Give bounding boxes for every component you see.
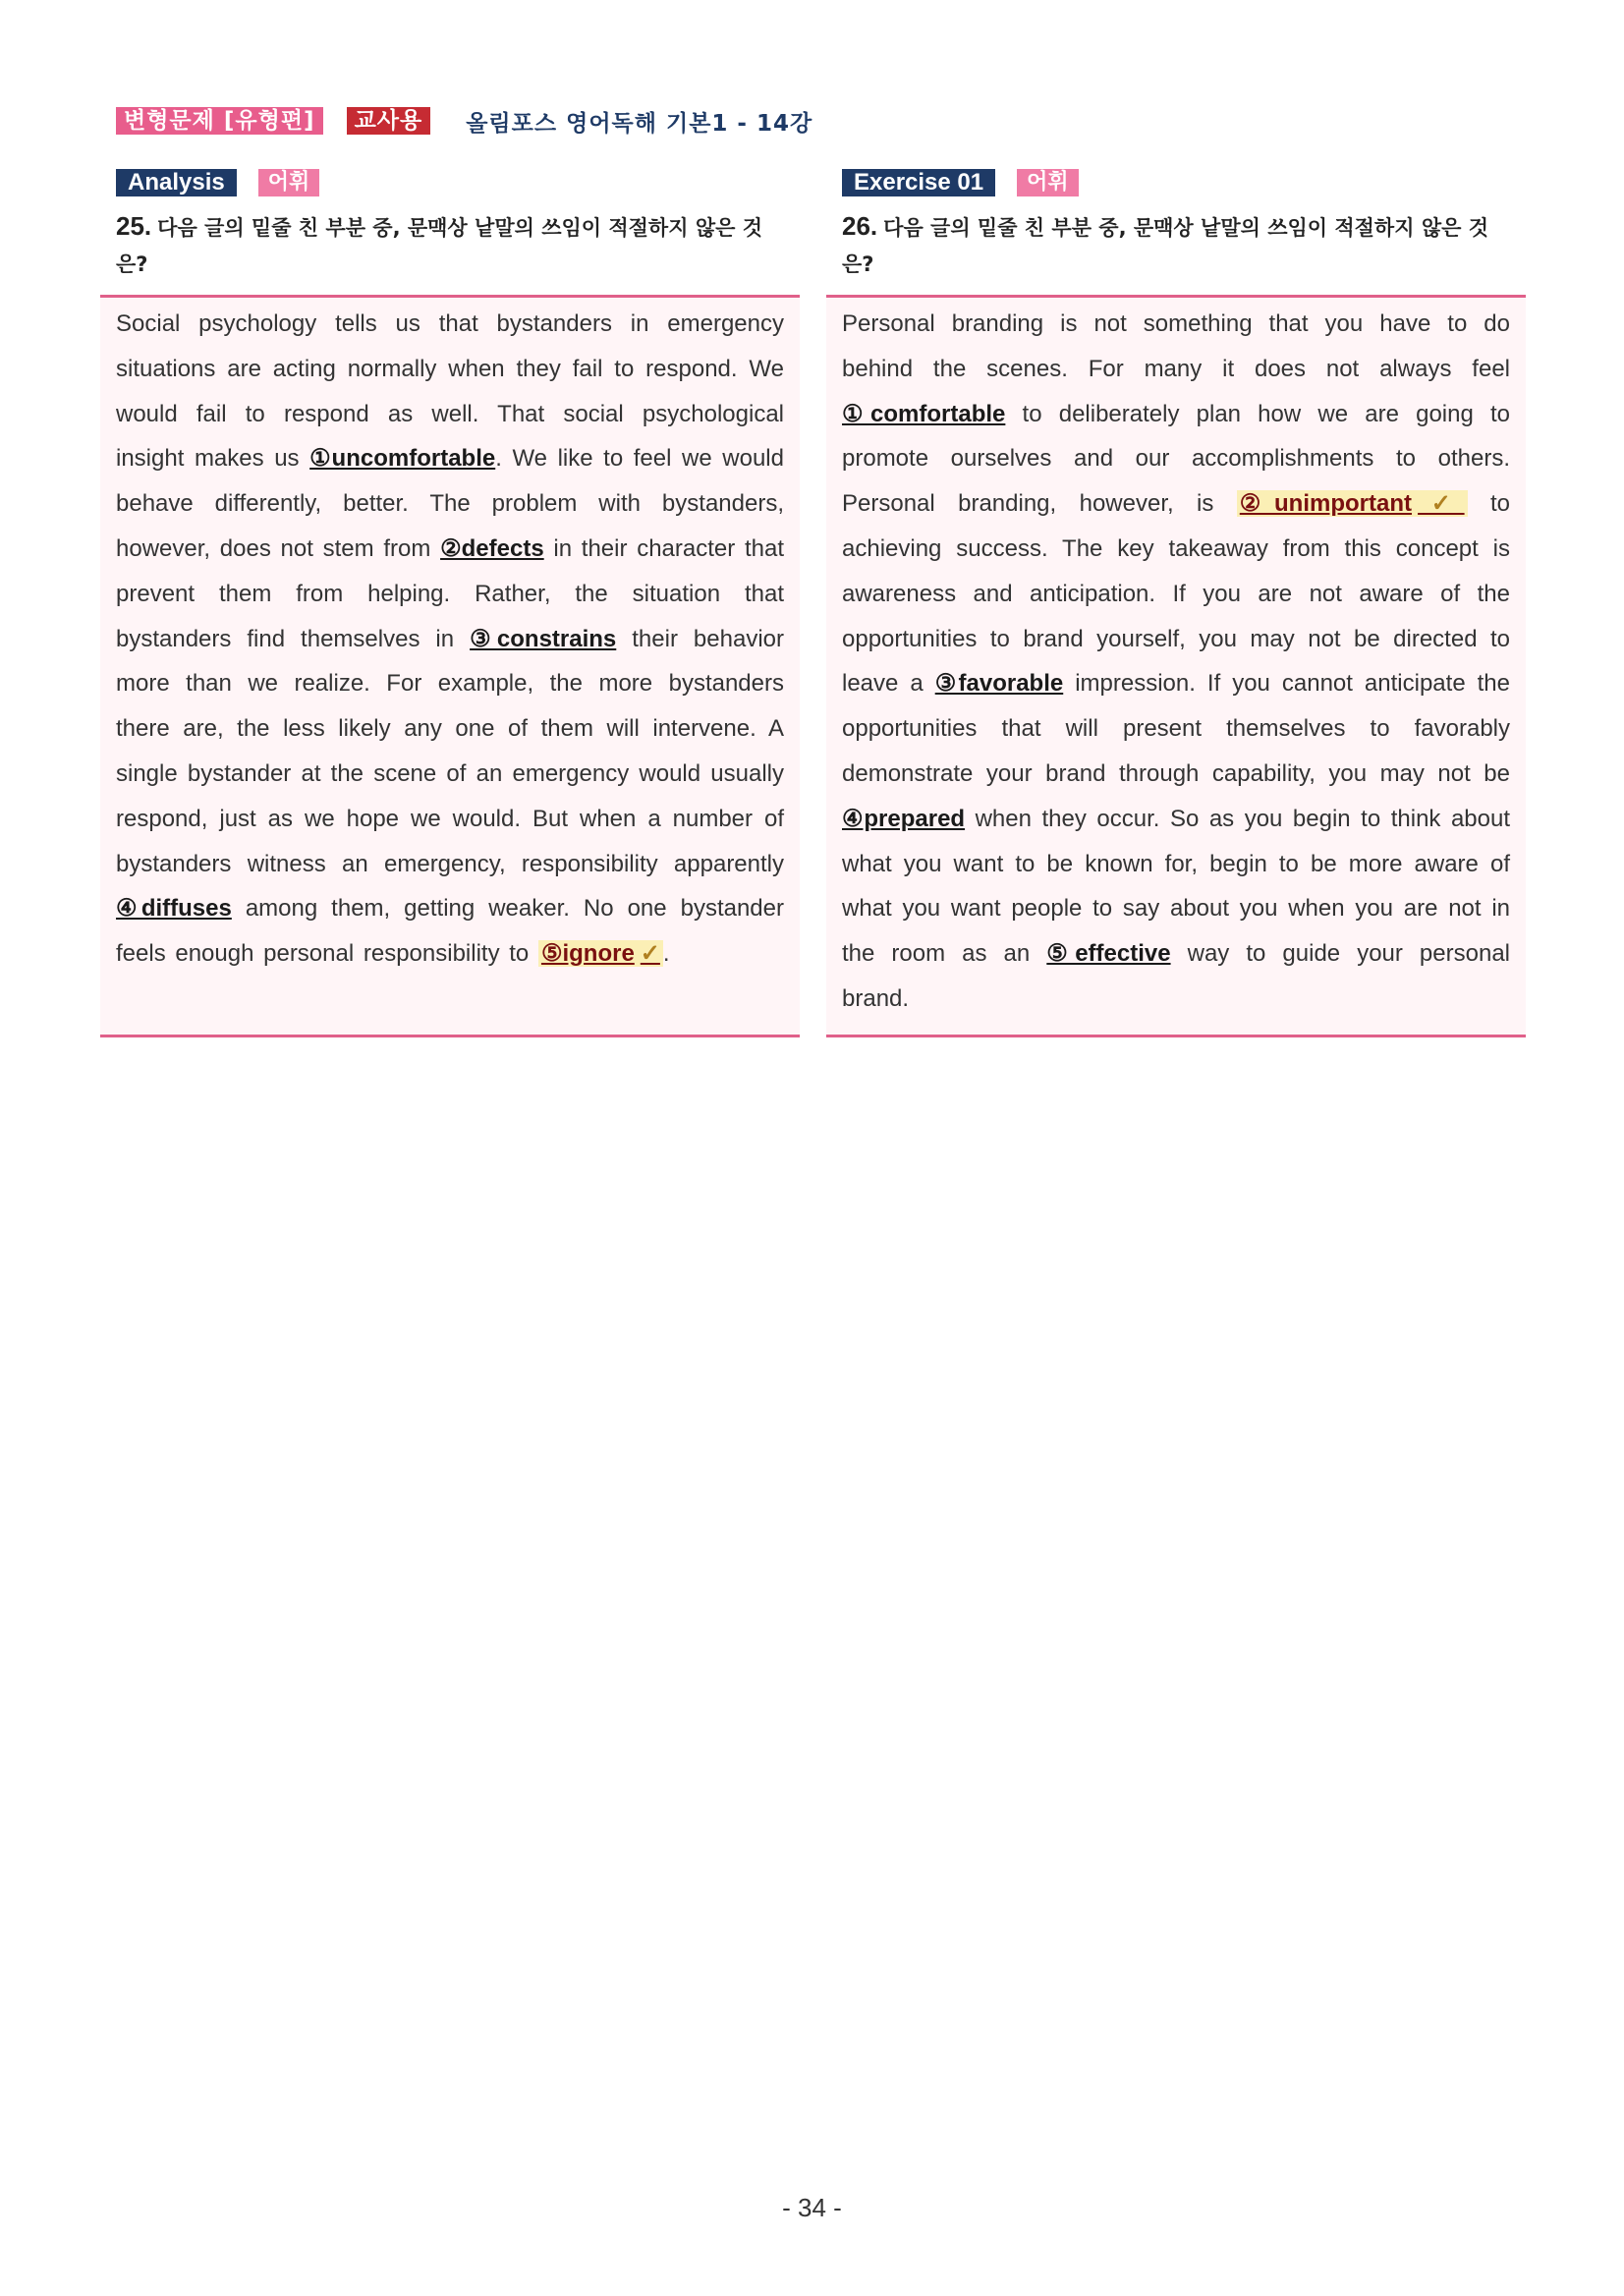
option-2: ②defects [440, 534, 544, 562]
passage-segment: way to guide your personal brand. [842, 940, 1510, 1012]
section-labels [100, 169, 800, 196]
section-labels [826, 169, 1526, 196]
vocabulary-label: 어휘 [258, 169, 320, 196]
passage-segment: to deliberately plan how we are going to promote ourselves and our accomplishments to others. Personal branding, however, is [842, 400, 1510, 518]
check-mark-icon: ✓ [640, 940, 660, 968]
question-prompt [842, 208, 1510, 283]
passage-segment: Social psychology tells us that bystanders in emergency situations are acting normally when they fail to respond. We would fail to respond as well. That social psychological insight makes us [116, 310, 784, 473]
passage-box [100, 295, 800, 1037]
question-number: 26. [842, 211, 878, 241]
exercise-label: Exercise 01 [842, 169, 995, 196]
question-25-column [100, 169, 800, 968]
passage-segment: . [662, 940, 670, 968]
passage-text [100, 298, 800, 977]
passage-segment: to achieving success. The key takeaway from this concept is awareness and anticipation. If you are not aware of the opportunities to brand yourself, you may not be directed to leave a [842, 490, 1511, 698]
passage-segment: impression. If you cannot anticipate the opportunities that will present themselves to favorably demonstrate your brand through capability, you may not be [842, 670, 1511, 787]
answer-option-2 [1237, 490, 1468, 517]
problem-type-tag: 변형문제 [유형편] [116, 107, 323, 135]
book-title: 올림포스 영어독해 기본1 - 14강 [466, 110, 813, 137]
answer-word: ⑤ignore [540, 940, 635, 968]
question-text: 다음 글의 밑줄 친 부분 중, 문맥상 낱말의 쓰임이 적절하지 않은 것은? [116, 216, 762, 276]
passage-segment: in their character that prevent them from helping. Rather, the situation that bystanders find themselves in [116, 534, 784, 652]
question-number: 25. [116, 211, 152, 241]
check-mark-icon: ✓ [1418, 490, 1465, 518]
analysis-label: Analysis [116, 169, 237, 196]
passage-box [826, 295, 1526, 1037]
answer-option-5 [538, 940, 663, 967]
passage-segment: their behavior more than we realize. For example, the more bystanders there are, the less likely any one of them will intervene. A single bystander at the scene of an emergency would usually respond, just as we hope we would. But when a number of bystanders witness an emergency, responsibility apparently [116, 625, 784, 877]
option-3: ③constrains [470, 625, 617, 652]
passage-segment: among them, getting weaker. No one bystander feels enough personal responsibility to [116, 895, 784, 968]
option-3: ③favorable [934, 670, 1064, 698]
answer-word: ②unimportant [1239, 490, 1413, 518]
passage-segment: . We like to feel we would behave differently, better. The problem with bystanders, however, does not stem from [116, 445, 784, 562]
passage-segment: Personal branding is not something that you have to do behind the scenes. For many it does not always feel [842, 310, 1510, 382]
option-4: ④diffuses [116, 895, 232, 923]
page-number: - 34 - [782, 2193, 842, 2222]
vocabulary-label: 어휘 [1017, 169, 1079, 196]
teacher-edition-tag: 교사용 [347, 107, 431, 135]
question-26-column [826, 169, 1526, 1012]
passage-segment: when they occur. So as you begin to think about what you want to be known for, begin to be more aware of what you want people to say about you when you are not in the room as an [842, 805, 1510, 968]
option-5: ⑤effective [1046, 940, 1171, 968]
passage-text [826, 298, 1526, 1022]
option-1: ①uncomfortable [309, 445, 496, 473]
question-text: 다음 글의 밑줄 친 부분 중, 문맥상 낱말의 쓰임이 적절하지 않은 것은? [842, 216, 1488, 276]
option-1: ①comfortable [842, 400, 1006, 427]
question-prompt [116, 208, 784, 283]
option-4: ④prepared [842, 805, 966, 832]
page-header [116, 104, 812, 138]
